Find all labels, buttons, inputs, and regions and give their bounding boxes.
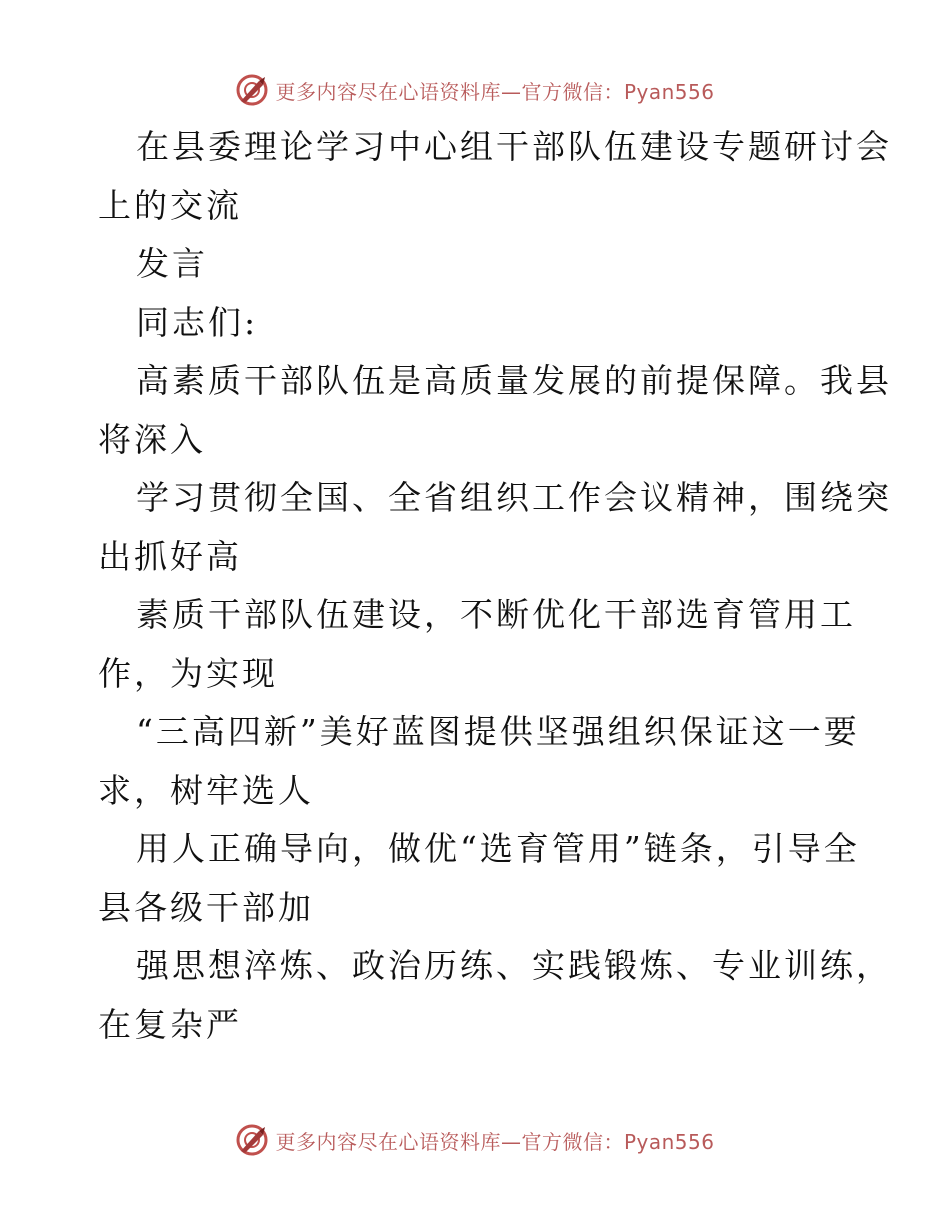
text-line: 同志们:: [136, 302, 259, 342]
text-line: 强思想淬炼、政治历练、实践锻炼、专业训练，: [136, 946, 892, 985]
document-body: [98, 118, 892, 1054]
text-line: 素质干部队伍建设，不断优化干部选育管用工: [136, 595, 856, 634]
text-line: 上的交流: [98, 185, 242, 225]
text-line: 用人正确导向，做优“选育管用”链条，引导全: [136, 829, 860, 868]
text-line: “三高四新”美好蓝图提供坚强组织保证这一要: [136, 712, 860, 751]
text-line: 高素质干部队伍是高质量发展的前提保障。我县: [136, 361, 892, 400]
text-line: 作，为实现: [98, 653, 278, 693]
text-line: 在复杂严: [98, 1004, 242, 1044]
header-watermark: [0, 72, 950, 108]
text-line: 发言: [136, 244, 208, 283]
watermark-text: 更多内容尽在心语资料库—官方微信：Pyan556: [275, 1129, 715, 1154]
text-line: 学习贯彻全国、全省组织工作会议精神，围绕突: [136, 478, 892, 517]
text-line: 求，树牢选人: [98, 770, 314, 810]
pen-logo-icon: [235, 73, 269, 107]
footer-watermark: [0, 1122, 950, 1158]
text-line: 出抓好高: [98, 536, 242, 576]
text-line: 将深入: [98, 419, 206, 459]
text-line: 在县委理论学习中心组干部队伍建设专题研讨会: [136, 127, 892, 166]
watermark-text: 更多内容尽在心语资料库—官方微信：Pyan556: [275, 79, 715, 104]
text-line: 县各级干部加: [98, 887, 314, 927]
pen-logo-icon: [235, 1123, 269, 1157]
